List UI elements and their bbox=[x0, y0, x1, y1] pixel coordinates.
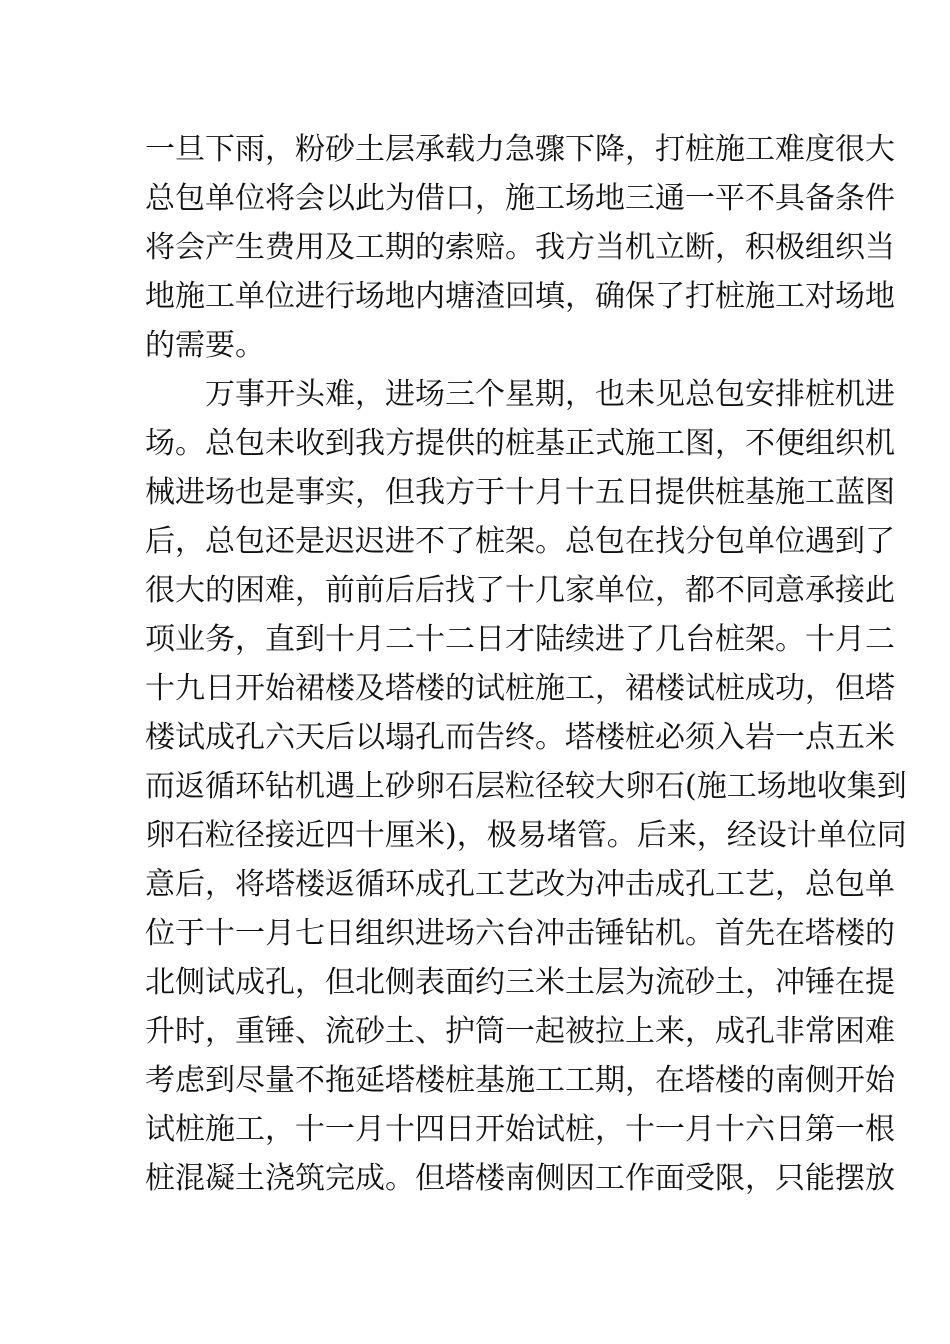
text-line: 升时，重锤、流砂土、护筒一起被拉上来，成孔非常困难 bbox=[145, 1014, 895, 1049]
text-line: 意后，将塔楼返循环成孔工艺改为冲击成孔工艺，总包单 bbox=[145, 867, 895, 902]
text-line: 十九日开始裙楼及塔楼的试桩施工，裙楼试桩成功，但塔 bbox=[145, 671, 895, 706]
text-line: 总包单位将会以此为借口，施工场地三通一平不具备条件 bbox=[145, 181, 895, 216]
text-line: 后，总包还是迟迟进不了桩架。总包在找分包单位遇到了 bbox=[145, 524, 895, 559]
text-line: 桩混凝土浇筑完成。但塔楼南侧因工作面受限，只能摆放 bbox=[145, 1161, 895, 1196]
text-line: 场。总包未收到我方提供的桩基正式施工图，不便组织机 bbox=[145, 426, 895, 461]
text-line: 项业务，直到十月二十二日才陆续进了几台桩架。十月二 bbox=[145, 622, 895, 657]
text-line: 万事开头难，进场三个星期，也未见总包安排桩机进 bbox=[205, 377, 895, 412]
text-line: 而返循环钻机遇上砂卵石层粒径较大卵石(施工场地收集到 bbox=[145, 769, 907, 804]
text-line: 北侧试成孔，但北侧表面约三米土层为流砂土，冲锤在提 bbox=[145, 965, 895, 1000]
text-line: 卵石粒径接近四十厘米)，极易堵管。后来，经设计单位同 bbox=[145, 818, 907, 853]
text-line: 考虑到尽量不拖延塔楼桩基施工工期，在塔楼的南侧开始 bbox=[145, 1063, 895, 1098]
text-line: 械进场也是事实，但我方于十月十五日提供桩基施工蓝图 bbox=[145, 475, 895, 510]
paragraph-2 bbox=[145, 370, 907, 1203]
text-line: 一旦下雨，粉砂土层承载力急骤下降，打桩施工难度很大 bbox=[145, 132, 895, 167]
paragraph-1 bbox=[145, 125, 895, 370]
text-line: 的需要。 bbox=[145, 328, 265, 363]
body-text bbox=[145, 125, 907, 1203]
text-line: 楼试成孔六天后以塌孔而告终。塔楼桩必须入岩一点五米 bbox=[145, 720, 895, 755]
text-line: 地施工单位进行场地内塘渣回填，确保了打桩施工对场地 bbox=[145, 279, 895, 314]
text-line: 很大的困难，前前后后找了十几家单位，都不同意承接此 bbox=[145, 573, 895, 608]
text-line: 将会产生费用及工期的索赔。我方当机立断，积极组织当 bbox=[145, 230, 895, 265]
text-line: 试桩施工，十一月十四日开始试桩，十一月十六日第一根 bbox=[145, 1112, 895, 1147]
text-line: 位于十一月七日组织进场六台冲击锤钻机。首先在塔楼的 bbox=[145, 916, 895, 951]
